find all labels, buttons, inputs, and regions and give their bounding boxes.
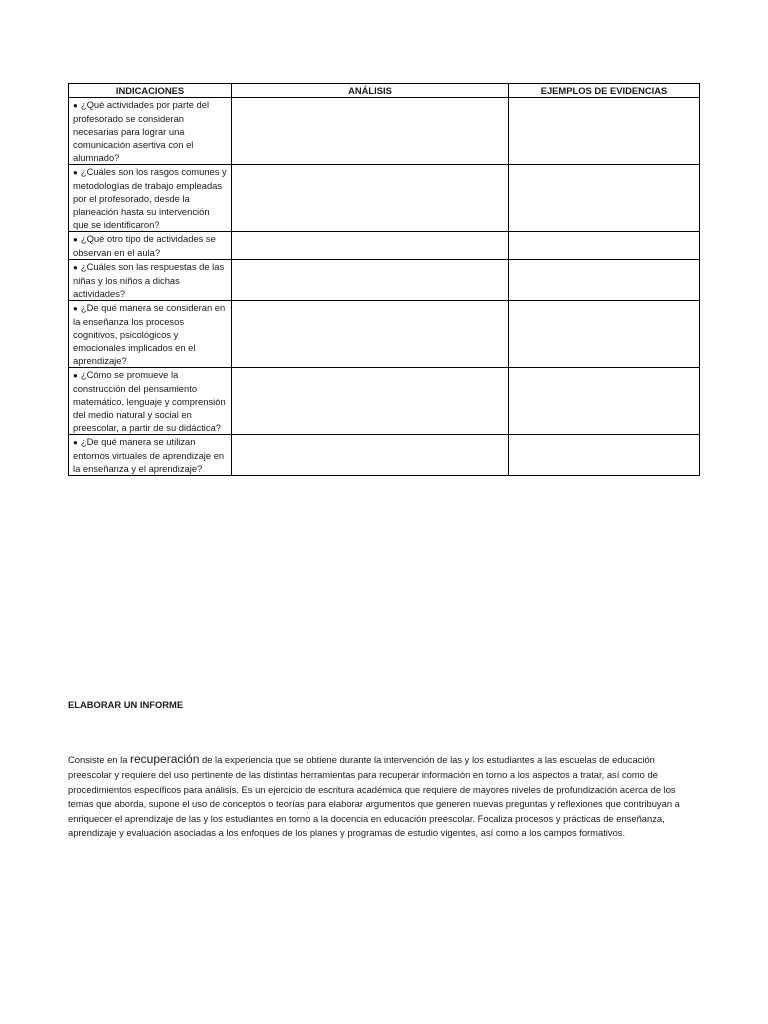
table-row xyxy=(69,435,700,476)
analisis-cell[interactable] xyxy=(232,98,509,165)
evidencias-cell[interactable] xyxy=(509,232,700,260)
paragraph-start: Consiste en la xyxy=(68,754,131,766)
indicacion-text: ¿Cuáles son las respuestas de las niñas y los niños a dichas actividades? xyxy=(73,261,225,299)
paragraph-emphasis: recuperación xyxy=(130,752,200,767)
analysis-table xyxy=(68,83,700,476)
table-row xyxy=(69,260,700,301)
indicacion-text: ¿De qué manera se utilizan entornos virtuales de aprendizaje en la enseñanza y el aprendizaje? xyxy=(73,436,225,474)
bullet-icon: ● xyxy=(73,304,78,313)
indicacion-text: ¿De qué manera se consideran en la enseñanza los procesos cognitivos, psicológicos y emocionales implicados en el aprendizaje? xyxy=(73,302,226,366)
bullet-icon: ● xyxy=(73,438,78,447)
indicacion-cell xyxy=(69,368,232,435)
indicacion-text: ¿Qué actividades por parte del profesorado se consideran necesarias para lograr una comunicación asertiva con el alumnado? xyxy=(73,99,210,163)
bullet-icon: ● xyxy=(73,168,78,177)
bullet-icon: ● xyxy=(73,235,78,244)
evidencias-cell[interactable] xyxy=(509,301,700,368)
header-analisis: ANÁLISIS xyxy=(232,84,509,98)
indicacion-cell xyxy=(69,98,232,165)
indicacion-cell xyxy=(69,301,232,368)
header-evidencias: EJEMPLOS DE EVIDENCIAS xyxy=(509,84,700,98)
bullet-icon: ● xyxy=(73,101,78,110)
analisis-cell[interactable] xyxy=(232,232,509,260)
table-header-row xyxy=(69,84,700,98)
section-paragraph xyxy=(68,752,700,841)
paragraph-rest: de la experiencia que se obtiene durante la intervención de las y los estudiantes a las escuelas de educación preescolar y requiere del uso pertinente de las distintas herramientas para recuperar información en torno a los aspectos a tratar, así como de procedimientos específicos para análisis. Es un ejercicio de escritura académica que requiere de mayores niveles de profundización acerca de los temas que aborda, supone el uso de conceptos o teorías para elaborar argumentos que generen nuevas preguntas y reflexiones que contribuyan a enriquecer el aprendizaje de las y los estudiantes en torno a la docencia en educación preescolar. Focaliza procesos y prácticas de enseñanza, aprendizaje y evaluación asociadas a los enfoques de los planes y programas de estudio vigentes, así como a los campos formativos. xyxy=(68,754,680,839)
indicacion-cell xyxy=(69,232,232,260)
bullet-icon: ● xyxy=(73,371,78,380)
analisis-cell[interactable] xyxy=(232,165,509,232)
table-row xyxy=(69,232,700,260)
bullet-icon: ● xyxy=(73,263,78,272)
evidencias-cell[interactable] xyxy=(509,368,700,435)
table-row xyxy=(69,98,700,165)
header-indicaciones: INDICACIONES xyxy=(69,84,232,98)
table-row xyxy=(69,368,700,435)
analisis-cell[interactable] xyxy=(232,368,509,435)
indicacion-text: ¿Qué otro tipo de actividades se observan en el aula? xyxy=(73,233,216,258)
indicacion-text: ¿Cómo se promueve la construcción del pensamiento matemático, lenguaje y comprensión del medio natural y social en preescolar, a partir de su didáctica? xyxy=(73,369,226,433)
table-row xyxy=(69,165,700,232)
analisis-cell[interactable] xyxy=(232,260,509,301)
evidencias-cell[interactable] xyxy=(509,165,700,232)
indicacion-text: ¿Cuáles son los rasgos comunes y metodologías de trabajo empleadas por el profesorado, desde la planeación hasta su intervención que se identificaron? xyxy=(73,166,227,230)
evidencias-cell[interactable] xyxy=(509,260,700,301)
analisis-cell[interactable] xyxy=(232,435,509,476)
section-title: ELABORAR UN INFORME xyxy=(68,699,184,710)
indicacion-cell xyxy=(69,260,232,301)
evidencias-cell[interactable] xyxy=(509,435,700,476)
table-row xyxy=(69,301,700,368)
evidencias-cell[interactable] xyxy=(509,98,700,165)
analisis-cell[interactable] xyxy=(232,301,509,368)
indicacion-cell xyxy=(69,435,232,476)
indicacion-cell xyxy=(69,165,232,232)
